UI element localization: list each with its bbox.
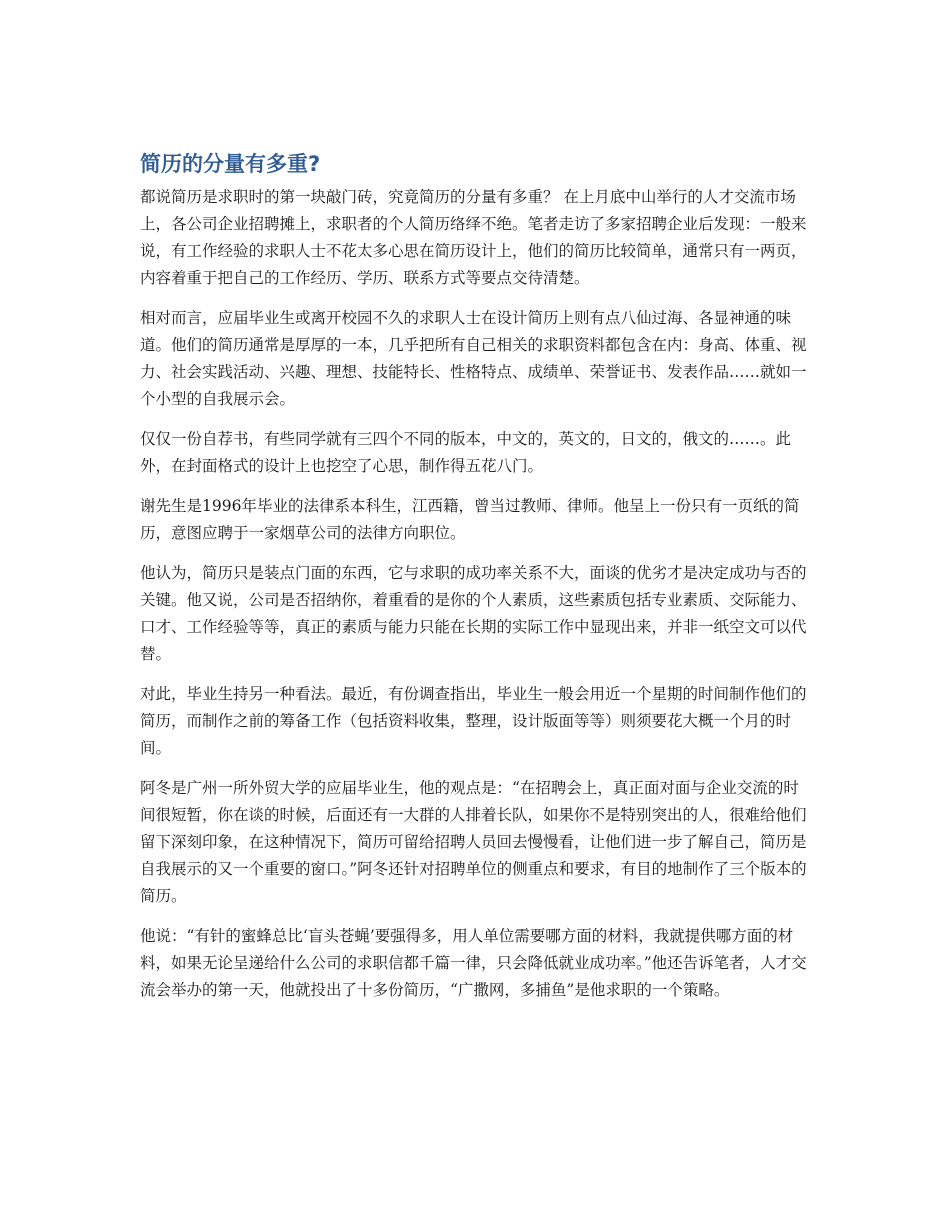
paragraph-4: 谢先生是1996年毕业的法律系本科生，江西籍，曾当过教师、律师。他呈上一份只有一页纸的简历，意图应聘于一家烟草公司的法律方向职位。 <box>140 497 800 542</box>
paragraph-6: 对此，毕业生持另一种看法。最近，有份调查指出，毕业生一般会用近一个星期的时间制作他们的简历，而制作之前的筹备工作（包括资料收集，整理，设计版面等等）则须要花大概一个月的时间。 <box>140 685 807 757</box>
paragraph-7: 阿冬是广州一所外贸大学的应届毕业生，他的观点是：“在招聘会上，真正面对面与企业交流的时间很短暂，你在谈的时候，后面还有一大群的人排着长队，如果你不是特别突出的人，很难给他们留下深刻印象，在这种情况下，简历可留给招聘人员回去慢慢看，让他们进一步了解自己，简历是自我展示的又一个重要的窗口。”阿冬还针对招聘单位的侧重点和要求，有目的地制作了三个版本的简历。 <box>140 779 807 905</box>
paragraph-5: 他认为，简历只是装点门面的东西，它与求职的成功率关系不大，面谈的优劣才是决定成功与否的关键。他又说，公司是否招纳你，着重看的是你的个人素质，这些素质包括专业素质、交际能力、口才、工作经验等等，真正的素质与能力只能在长期的实际工作中显现出来，并非一纸空文可以代替。 <box>140 564 807 663</box>
document-title: 简历的分量有多重? <box>140 152 321 176</box>
paragraph-1: 都说简历是求职时的第一块敲门砖，究竟简历的分量有多重？ 在上月底中山举行的人才交流市场上，各公司企业招聘摊上，求职者的个人简历络绎不绝。笔者走访了多家招聘企业后发现：一般来说，有工作经验的求职人士不花太多心思在简历设计上，他们的简历比较简单，通常只有一两页，内容着重于把自己的工作经历、学历、联系方式等要点交待清楚。 <box>140 188 807 287</box>
document-page <box>140 150 812 1017</box>
paragraph-3: 仅仅一份自荐书，有些同学就有三四个不同的版本，中文的，英文的，日文的，俄文的……。此外，在封面格式的设计上也挖空了心思，制作得五花八门。 <box>140 430 792 475</box>
paragraph-8: 他说：“有针的蜜蜂总比‘盲头苍蝇’要强得多，用人单位需要哪方面的材料，我就提供哪方面的材料，如果无论呈递给什么公司的求职信都千篇一律，只会降低就业成功率。”他还告诉笔者，人才交流会举办的第一天，他就投出了十多份简历，“广撒网，多捕鱼”是他求职的一个策略。 <box>140 927 807 999</box>
paragraph-2: 相对而言，应届毕业生或离开校园不久的求职人士在设计简历上则有点八仙过海、各显神通的味道。他们的简历通常是厚厚的一本，几乎把所有自己相关的求职资料都包含在内：身高、体重、视力、社会实践活动、兴趣、理想、技能特长、性格特点、成绩单、荣誉证书、发表作品……就如一个小型的自我展示会。 <box>140 309 807 408</box>
